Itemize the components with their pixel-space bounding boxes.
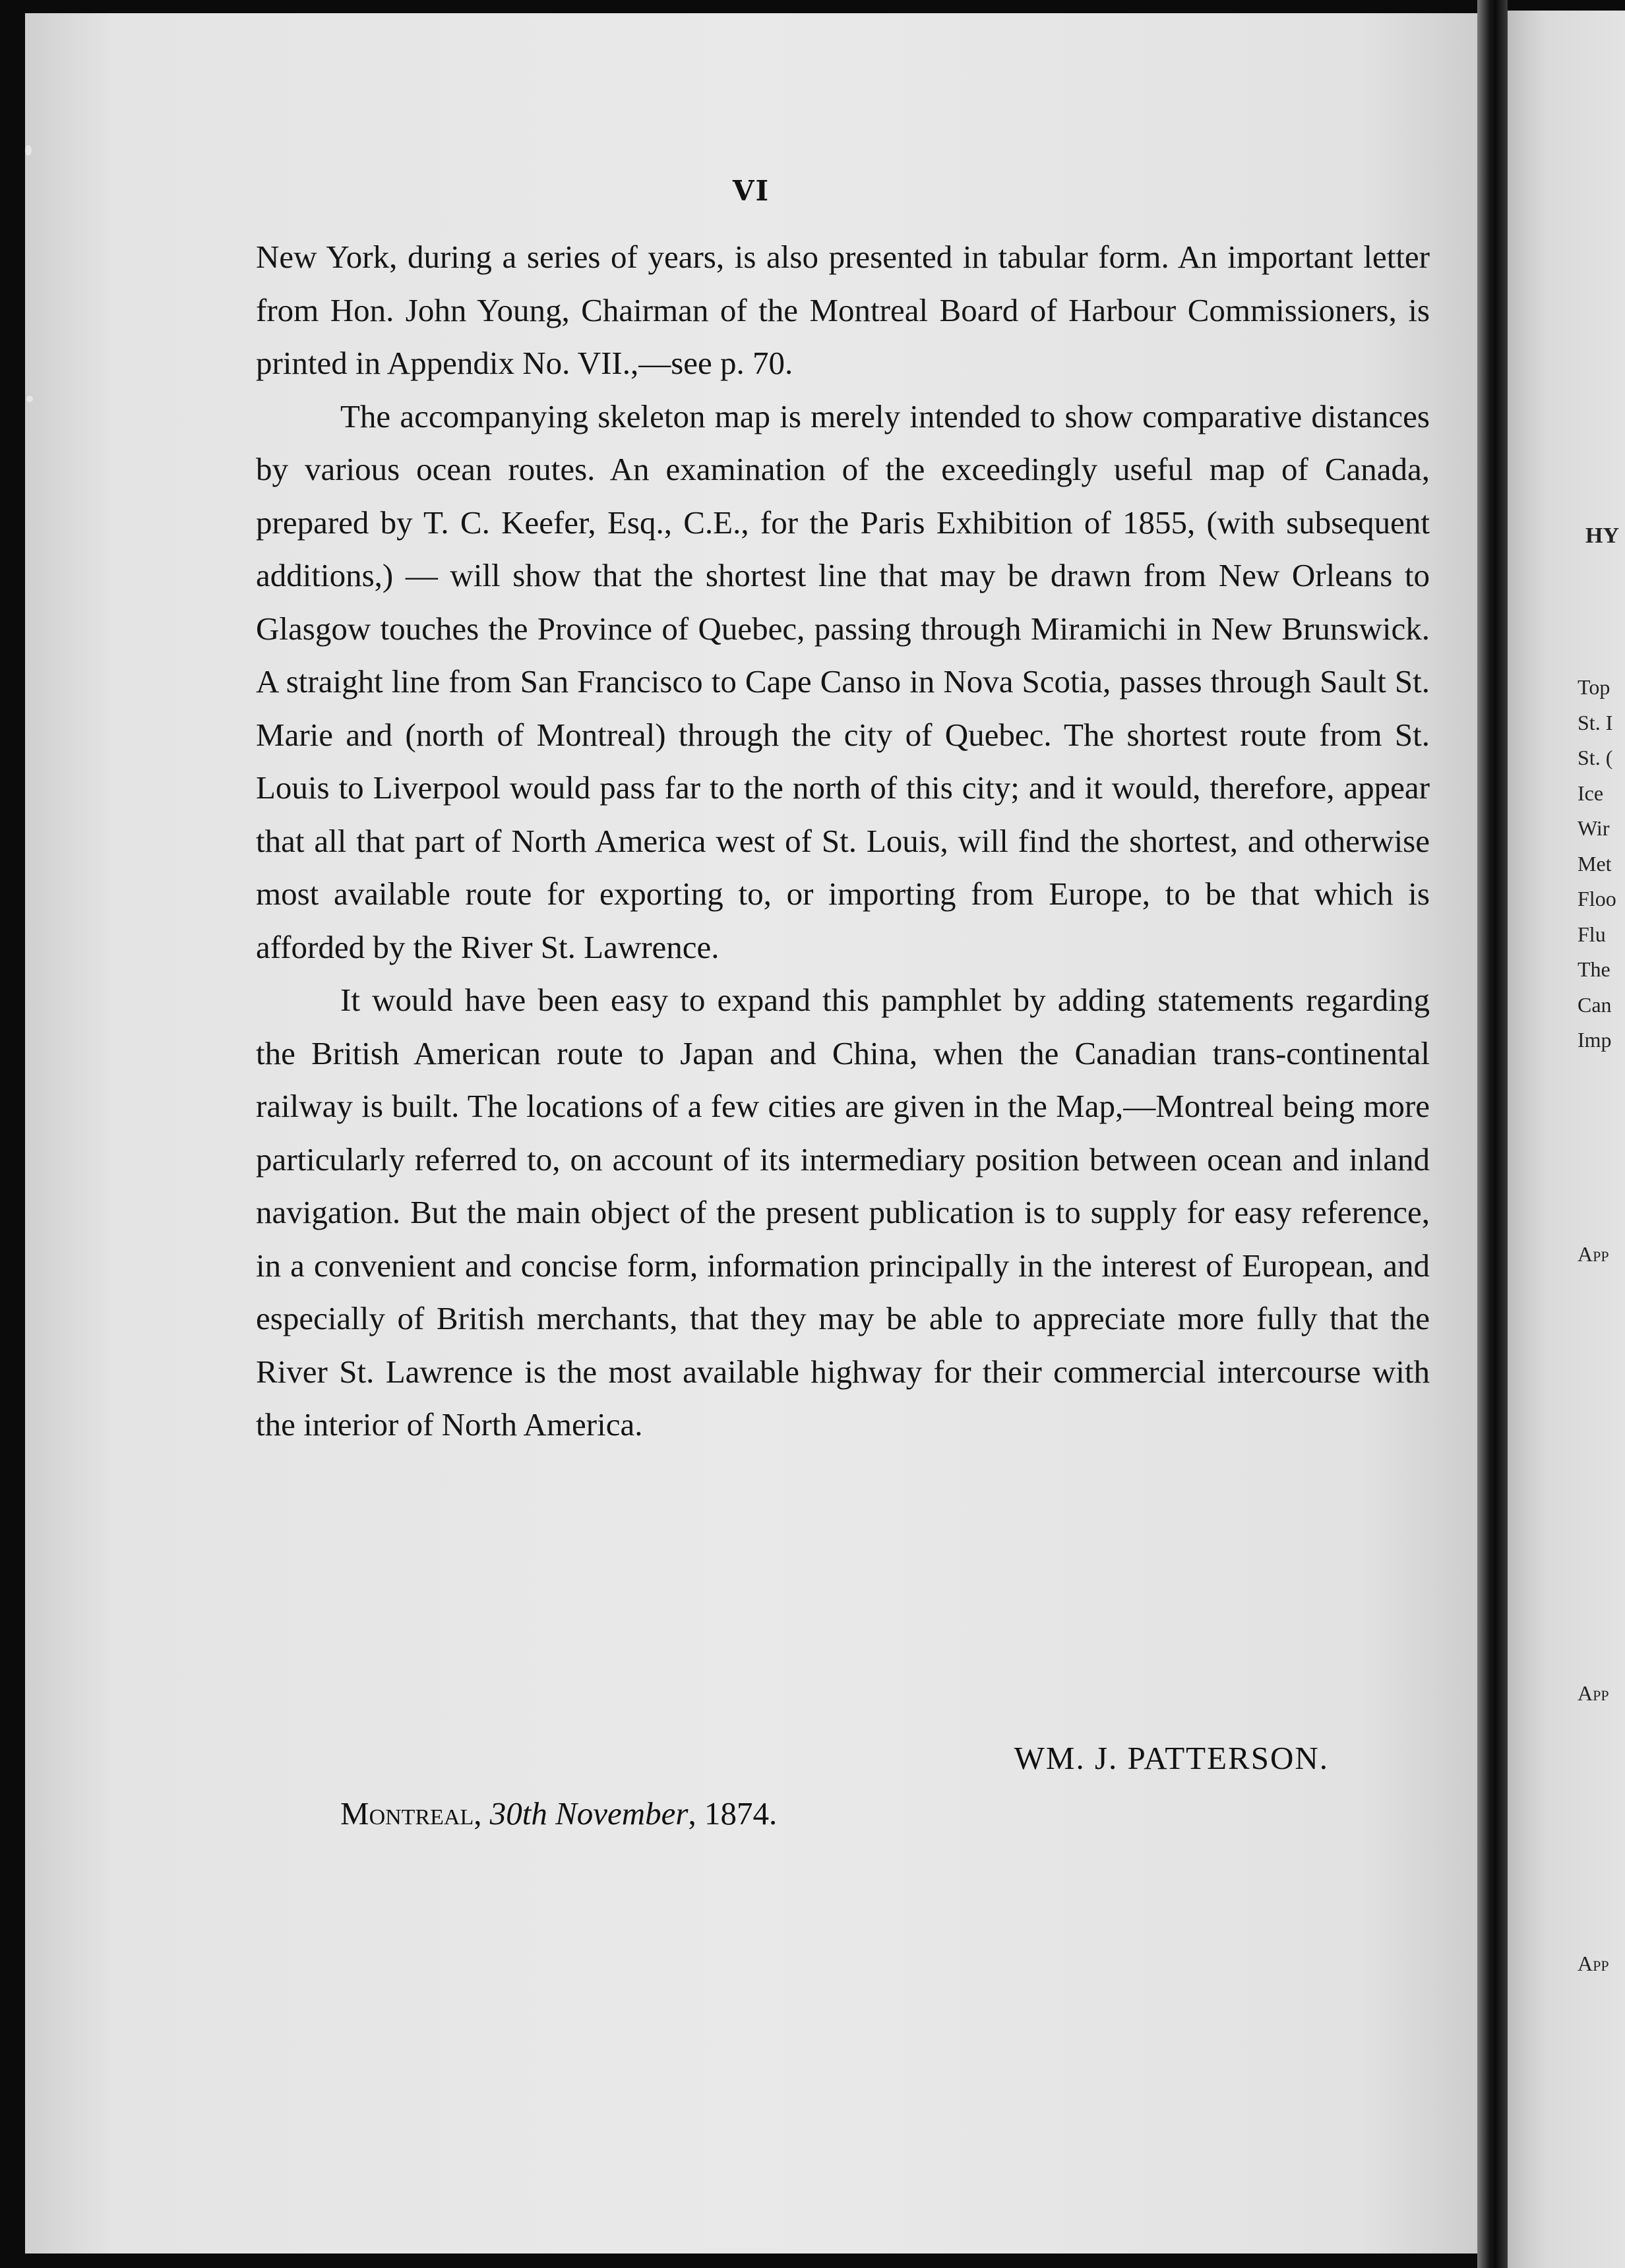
page-gutter [1477, 0, 1508, 2268]
paragraph-continued: New York, during a series of years, is also presented in tabular form. An important letter from Hon. John Young, Chairman of the Montreal Board of Harbour Commissioners, is printed in Appendix No. VII.,—see p. 70. [256, 239, 1430, 381]
facing-item: Top [1578, 675, 1610, 699]
main-page [25, 13, 1477, 2253]
facing-item: Ice [1578, 781, 1604, 805]
facing-item: Wir [1578, 816, 1610, 840]
body-text [256, 231, 1430, 1452]
facing-item: Imp [1578, 1028, 1612, 1052]
facing-appendix-label: App [1578, 1952, 1609, 1975]
dateline-month: November [555, 1795, 689, 1832]
dateline-day: 30th [489, 1795, 547, 1832]
facing-contents-list [1578, 670, 1616, 1058]
facing-item: The [1578, 957, 1610, 981]
paragraph-map-routes: The accompanying skeleton map is merely intended to show comparative distances by various ocean routes. An examination of the exceedingly useful map of Canada, prepared by T. C. Keefer, Esq., C.E., for the Paris Exhibition of 1855, (with subsequent additions,) — will show that the shortest line that may be drawn from New Orleans to Glasgow touches the Province of Quebec, passing through Miramichi in New Brunswick. A straight line from San Francisco to Cape Canso in Nova Scotia, passes through Sault St. Marie and (north of Montreal) through the city of Quebec. The shortest route from St. Louis to Liverpool would pass far to the north of this city; and it would, therefore, appear that all that part of North America west of St. Louis, will find the shortest, and otherwise most available route for exporting to, or importing from Europe, to be that which is afforded by the River St. Lawrence. [256, 398, 1430, 965]
scan-speck [26, 396, 33, 402]
dateline-year: 1874. [704, 1795, 778, 1832]
author-signature: WM. J. PATTERSON. [1014, 1740, 1329, 1776]
facing-item: Met [1578, 851, 1612, 876]
facing-item: St. I [1578, 710, 1613, 734]
page-number: VI [732, 175, 770, 207]
dateline: Montreal, 30th November, 1874. [340, 1795, 778, 1832]
facing-item: St. ( [1578, 746, 1613, 769]
facing-item: Can [1578, 992, 1612, 1017]
facing-page [1508, 11, 1625, 2268]
facing-item: Flu [1578, 922, 1606, 946]
facing-heading: HY [1585, 523, 1619, 548]
dateline-place: Montreal [340, 1795, 474, 1832]
scan-speck [25, 145, 32, 156]
facing-appendix-label: App [1578, 1242, 1609, 1266]
facing-item: Floo [1578, 887, 1616, 910]
paragraph-purpose: It would have been easy to expand this pamphlet by adding statements regarding the British American route to Japan and China, when the Canadian trans-continental railway is built. The locations of a few cities are given in the Map,—Montreal being more particularly referred to, on account of its intermediary position between ocean and inland navigation. But the main object of the present publication is to supply for easy reference, in a convenient and concise form, information principally in the interest of European, and especially of British merchants, that they may be able to appreciate more fully that the River St. Lawrence is the most available highway for their commercial intercourse with the interior of North America. [256, 982, 1430, 1443]
facing-appendix-label: App [1578, 1681, 1609, 1705]
